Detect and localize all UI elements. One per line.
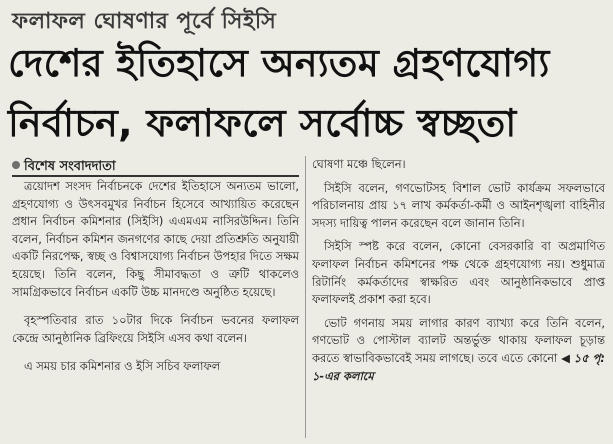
bullet-icon — [12, 161, 20, 169]
article-column-2 — [312, 156, 605, 385]
paragraph: ত্রয়োদশ সংসদ নির্বাচনকে দেশের ইতিহাসে অন্যতম ভালো, গ্রহণযোগ্য ও উৎসবমুখর নির্বাচন হিসেবে আখ্যায়িত করেছেন প্রধান নির্বাচন কমিশনার (সিইসি) এএমএম নাসিরউদ্দিন। তিনি বলেন, নির্বাচন কমিশন জনগণের কাছে দেয়া প্রতিশ্রুতি অনুযায়ী একটি নিরপেক্ষ, স্বচ্ছ ও বিশ্বাসযোগ্য নির্বাচন উপহার দিতে সক্ষম হয়েছে। তিনি বলেন, কিছু সীমাবদ্ধতা ও ত্রুটি থাকলেও সামগ্রিকভাবে নির্বাচন একটি উচ্চ মানদণ্ডে অনুষ্ঠিত হয়েছে। — [12, 179, 299, 299]
paragraph: বৃহস্পতিবার রাত ১০টার দিকে নির্বাচন ভবনের ফলাফল কেন্দ্রে আনুষ্ঠানিক ব্রিফিংয়ে সিইসি এসব কথা বলেন। — [12, 313, 299, 345]
column-divider — [305, 156, 306, 438]
headline-line-1: দেশের ইতিহাসে অন্যতম গ্রহণযোগ্য — [8, 41, 550, 85]
article-column-1 — [12, 178, 299, 376]
byline-text: বিশেষ সংবাদদাতা — [24, 159, 116, 174]
jump-arrow-icon: ◀ — [561, 350, 571, 365]
kicker-headline: ফলাফল ঘোষণার পূর্বে সিইসি — [12, 9, 277, 34]
paragraph: এ সময় চার কমিশনার ও ইসি সচিব ফলাফল — [24, 359, 221, 374]
paragraph: ঘোষণা মঞ্চে ছিলেন। — [312, 157, 406, 171]
paragraph — [312, 315, 605, 385]
headline-line-2: নির্বাচন, ফলাফলে সর্বোচ্চ স্বচ্ছতা — [8, 101, 517, 145]
paragraph: সিইসি বলেন, গণভোটসহ বিশাল ভোট কার্যক্রম সফলভাবে পরিচালনায় প্রায় ১৭ লাখ কর্মকর্তা-কর্মী ও আইনশৃঙ্খলা বাহিনীর সদস্য দায়িত্ব পালন করেছেন বলে জানান তিনি। — [312, 180, 605, 230]
paragraph: সিইসি স্পষ্ট করে বলেন, কোনো বেসরকারি বা অপ্রমাণিত ফলাফল নির্বাচন কমিশনের পক্ষ থেকে গ্রহণযোগ্য নয়। শুধুমাত্র রিটার্নিং কর্মকর্তাদের স্বাক্ষরিত এবং আনুষ্ঠানিকভাবে প্রাপ্ত ফলাফলই প্রকাশ করা হবে। — [312, 239, 605, 307]
paragraph-text: ভোট গণনায় সময় লাগার কারণ ব্যাখ্যা করে তিনি বলেন, গণভোট ও পোস্টাল ব্যালট অন্তর্ভুক্ত থাকায় ফলাফল চূড়ান্ত করতে স্বাভাবিকভাবেই সময় লাগছে। তবে এতে কোনো — [312, 315, 605, 365]
byline-rule — [12, 175, 299, 177]
continued-on-page-link[interactable]: ১৫ পৃ: ১-এর কলামে — [312, 350, 605, 383]
